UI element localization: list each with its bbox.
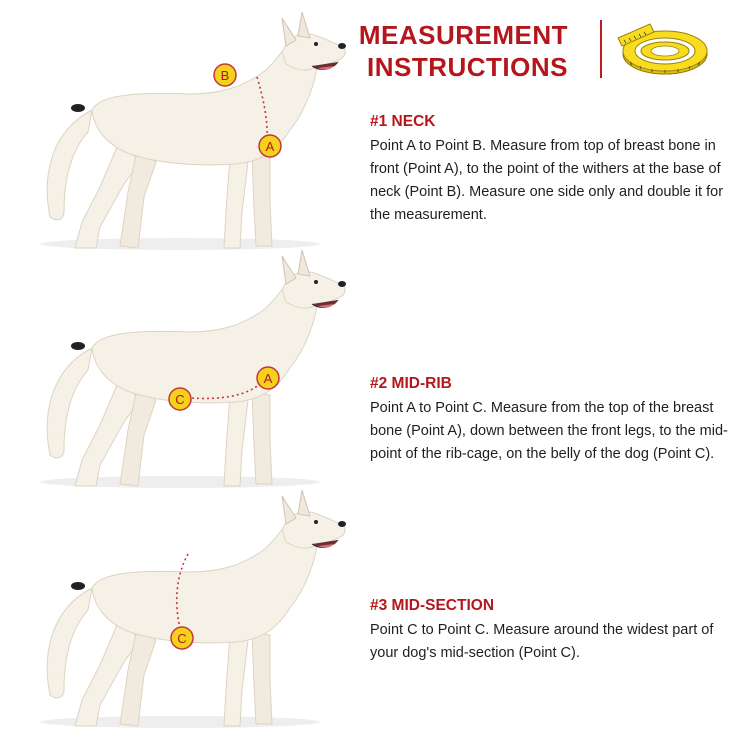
page-title-line-1: MEASUREMENT bbox=[358, 20, 568, 50]
header bbox=[358, 18, 730, 83]
point-a-label: A bbox=[263, 371, 273, 386]
point-c-label: C bbox=[177, 631, 187, 646]
dog-illustration bbox=[40, 250, 346, 488]
section-mid-rib bbox=[370, 375, 730, 466]
section-neck bbox=[370, 113, 730, 227]
measuring-tape-icon bbox=[610, 18, 720, 84]
section-body-neck: Point A to Point B. Measure from top of breast bone in front (Point A), to the point of the withers at the base of neck (Point B). Measure one side only and double it for the measurement. bbox=[370, 138, 724, 223]
title-divider bbox=[600, 20, 602, 78]
section-body-mid-section: Point C to Point C. Measure around the widest part of your dog's mid-section (Point C). bbox=[370, 622, 714, 661]
page-title-line-2: INSTRUCTIONS bbox=[367, 52, 568, 82]
dog-illustration-mid-section bbox=[20, 490, 360, 730]
point-b-label: B bbox=[220, 68, 230, 83]
section-body-mid-rib: Point A to Point C. Measure from the top of the breast bone (Point A), down between the front legs, to the mid-point of the rib-cage, on the belly of the dog (Point C). bbox=[370, 400, 728, 462]
section-mid-section bbox=[370, 597, 730, 665]
section-heading-mid-rib: #2 MID-RIB bbox=[370, 375, 452, 392]
dog-illustration-mid-rib bbox=[20, 250, 360, 490]
point-a-label: A bbox=[265, 139, 275, 154]
dog-illustration bbox=[40, 490, 346, 728]
point-c-label: C bbox=[175, 392, 185, 407]
dog-illustration bbox=[40, 12, 346, 250]
section-heading-mid-section: #3 MID-SECTION bbox=[370, 597, 495, 614]
section-heading-neck: #1 NECK bbox=[370, 113, 436, 130]
dog-illustration-neck bbox=[20, 12, 360, 252]
